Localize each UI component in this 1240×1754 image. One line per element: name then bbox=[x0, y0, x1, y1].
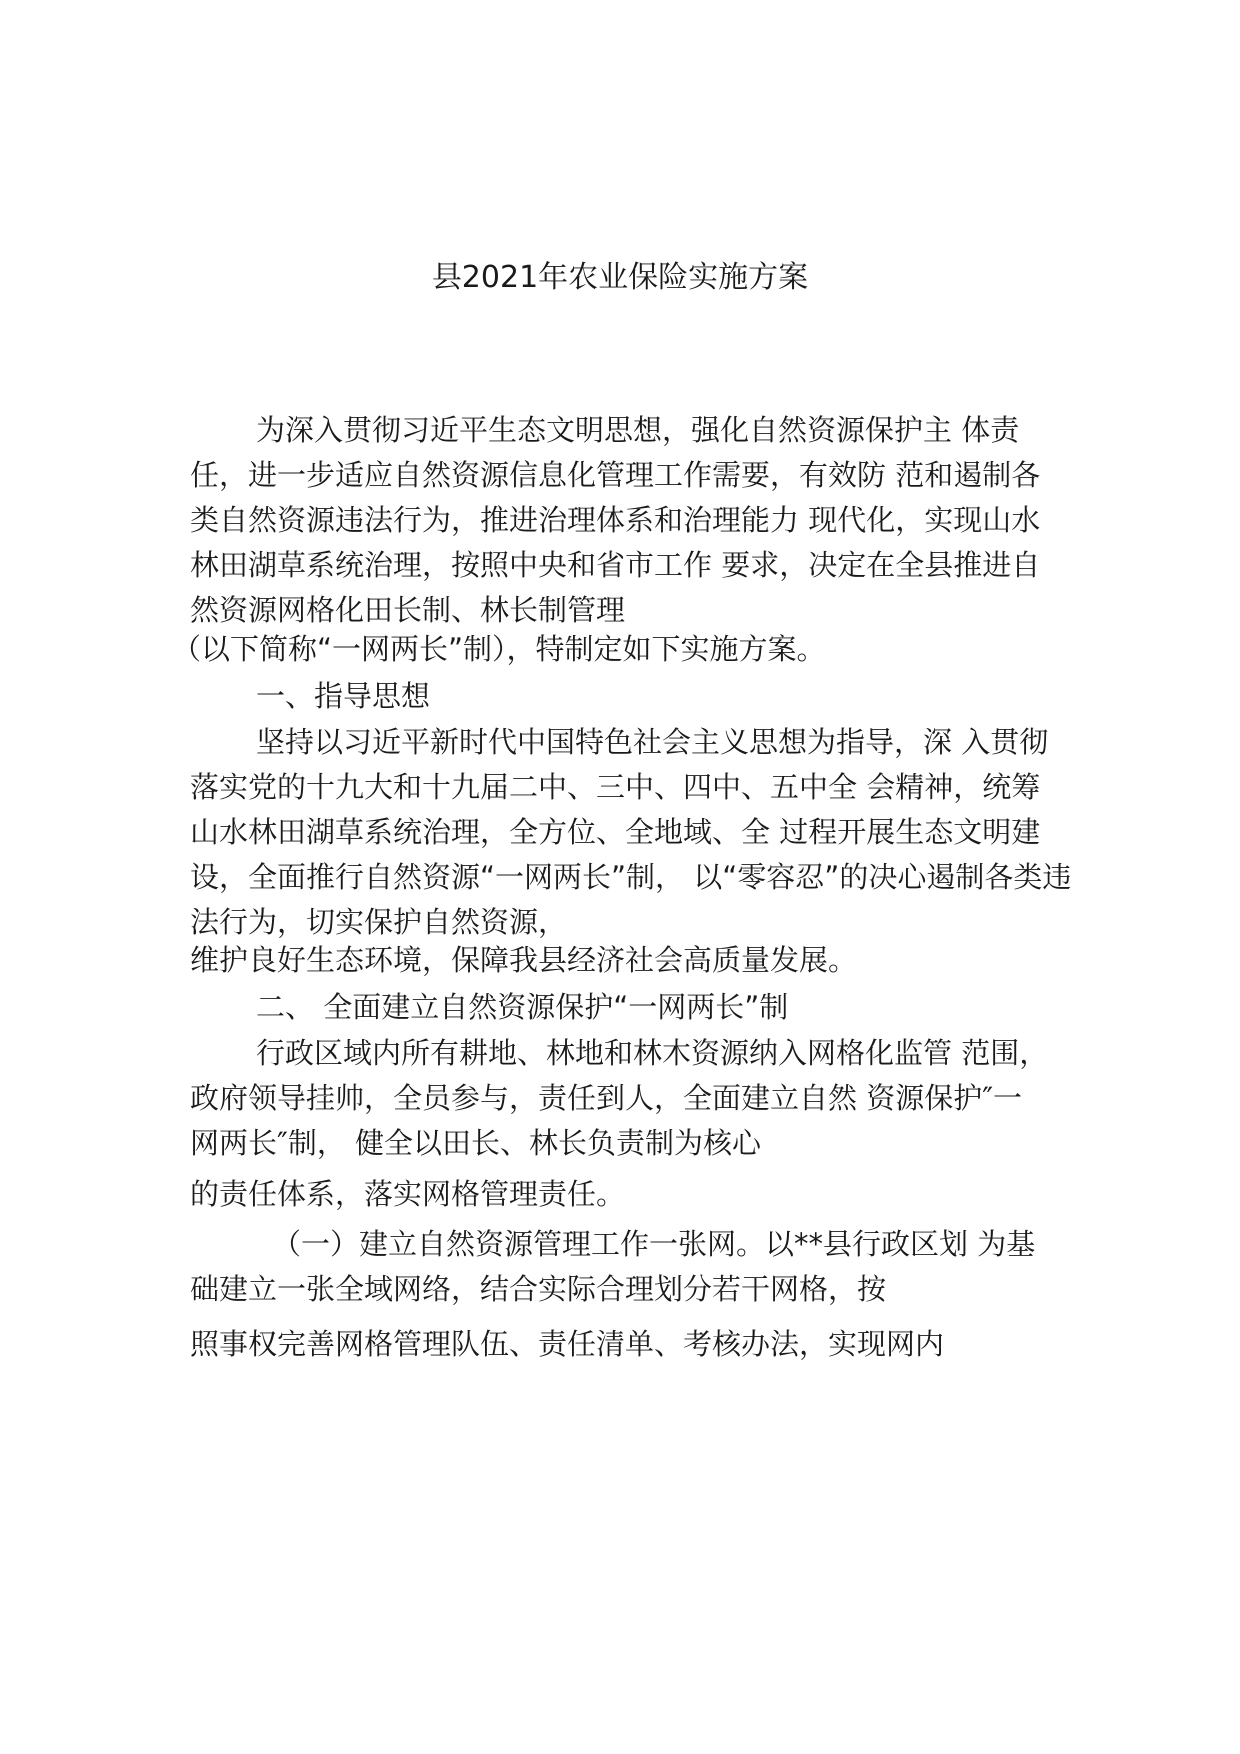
paragraph-guiding-thought bbox=[190, 720, 1070, 945]
paragraph-protect-environment bbox=[190, 938, 1070, 983]
text-line: 维护良好生态环境，保障我县经济社会高质量发展。 bbox=[190, 943, 858, 977]
text-line: （一）建立自然资源管理工作一张网。以**县行政区划 为基 bbox=[272, 1227, 1036, 1261]
text-line: 照事权完善网格管理队伍、责任清单、考核办法，实现网内 bbox=[190, 1327, 945, 1361]
paragraph-grid-management bbox=[190, 1322, 1070, 1367]
paragraph-responsibility-system bbox=[190, 1172, 1070, 1217]
text-line: 设，全面推行自然资源“一网两长”制， 以“零容忍”的决心遏制各类违 bbox=[190, 860, 1072, 894]
text-line: 类自然资源违法行为，推进治理体系和治理能力 现代化，实现山水 bbox=[190, 503, 1041, 537]
text-line: 础建立一张全域网络，结合实际合理划分若干网格，按 bbox=[190, 1272, 887, 1306]
text-line: 网两长″制， 健全以田长、林长负责制为核心 bbox=[190, 1126, 762, 1160]
text-line: 为深入贯彻习近平生态文明思想，强化自然资源保护主 体责 bbox=[256, 413, 1020, 447]
text-line: 落实党的十九大和十九届二中、三中、四中、五中全 会精神，统筹 bbox=[190, 770, 1041, 804]
text-line: 政府领导挂帅，全员参与，责任到人，全面建立自然 资源保护″一 bbox=[190, 1081, 1023, 1115]
text-line: 二、 全面建立自然资源保护“一网两长”制 bbox=[256, 990, 789, 1024]
text-line: 坚持以习近平新时代中国特色社会主义思想为指导，深 入贯彻 bbox=[256, 725, 1049, 759]
document-title: 县2021年农业保险实施方案 bbox=[431, 260, 809, 295]
paragraph-abbreviation bbox=[172, 627, 1052, 672]
text-line: 的责任体系，落实网格管理责任。 bbox=[190, 1177, 626, 1211]
text-line: 法行为，切实保护自然资源， bbox=[190, 905, 568, 939]
text-line: 林田湖草系统治理，按照中央和省市工作 要求，决定在全县推进自 bbox=[190, 548, 1041, 582]
paragraph-intro bbox=[190, 408, 1070, 633]
paragraph-one-network bbox=[190, 1222, 1070, 1312]
text-line: 一、指导思想 bbox=[256, 679, 431, 713]
text-line: （以下简称“一网两长”制），特制定如下实施方案。 bbox=[172, 632, 826, 666]
text-line: 然资源网格化田长制、林长制管理 bbox=[190, 593, 626, 627]
text-line: 行政区域内所有耕地、林地和林木资源纳入网格化监管 范围， bbox=[256, 1036, 1049, 1070]
paragraph-scope bbox=[190, 1031, 1070, 1166]
text-line: 任，进一步适应自然资源信息化管理工作需要，有效防 范和遏制各 bbox=[190, 458, 1041, 492]
text-line: 山水林田湖草系统治理，全方位、全地域、全 过程开展生态文明建 bbox=[190, 815, 1041, 849]
section-heading-one-net-two-chiefs bbox=[256, 985, 1136, 1030]
section-heading-guiding-thought bbox=[256, 674, 1136, 719]
